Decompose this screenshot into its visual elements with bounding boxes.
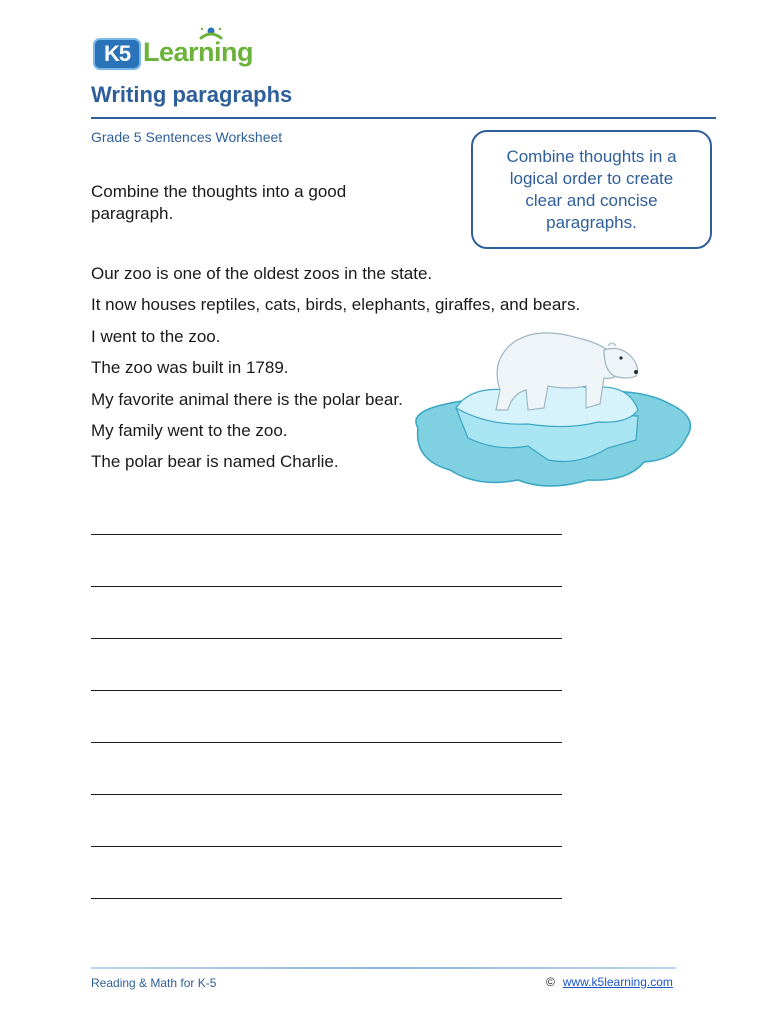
sentence-item: I went to the zoo. bbox=[91, 326, 221, 346]
sentence-item: My family went to the zoo. bbox=[91, 420, 288, 440]
logo-word: Learning bbox=[143, 37, 254, 67]
sentence-item: My favorite animal there is the polar bear. bbox=[91, 389, 403, 409]
title-divider bbox=[91, 117, 716, 119]
answer-line[interactable] bbox=[91, 794, 562, 795]
worksheet-subtitle: Grade 5 Sentences Worksheet bbox=[91, 129, 283, 145]
answer-line[interactable] bbox=[91, 898, 562, 899]
sentence-item: The polar bear is named Charlie. bbox=[91, 452, 339, 472]
answer-line[interactable] bbox=[91, 586, 562, 587]
logo-figure-icon bbox=[197, 26, 225, 46]
footer-copyright bbox=[546, 975, 673, 989]
copyright-symbol: © bbox=[546, 975, 555, 989]
page-title: Writing paragraphs bbox=[91, 82, 293, 107]
tip-callout-box bbox=[471, 130, 712, 249]
sentence-item: Our zoo is one of the oldest zoos in the state. bbox=[91, 264, 433, 283]
answer-line[interactable] bbox=[91, 638, 562, 639]
footer-tagline: Reading & Math for K-5 bbox=[91, 976, 217, 990]
tip-callout-text: Combine thoughts in a logical order to create clear and concise paragraphs. bbox=[506, 146, 677, 232]
sentence-item: The zoo was built in 1789. bbox=[91, 358, 289, 378]
website-link[interactable]: www.k5learning.com bbox=[562, 975, 673, 989]
k5-learning-logo bbox=[93, 30, 263, 72]
logo-badge: K5 bbox=[93, 38, 141, 70]
answer-line[interactable] bbox=[91, 690, 562, 691]
answer-line[interactable] bbox=[91, 742, 562, 743]
answer-line[interactable] bbox=[91, 846, 562, 847]
sentence-item: It now houses reptiles, cats, birds, elephants, giraffes, and bears. bbox=[91, 295, 581, 315]
polar-bear-illustration bbox=[408, 320, 698, 500]
instruction-text: Combine the thoughts into a good paragraph. bbox=[91, 182, 347, 223]
answer-line[interactable] bbox=[91, 534, 562, 535]
footer-divider bbox=[91, 967, 676, 969]
